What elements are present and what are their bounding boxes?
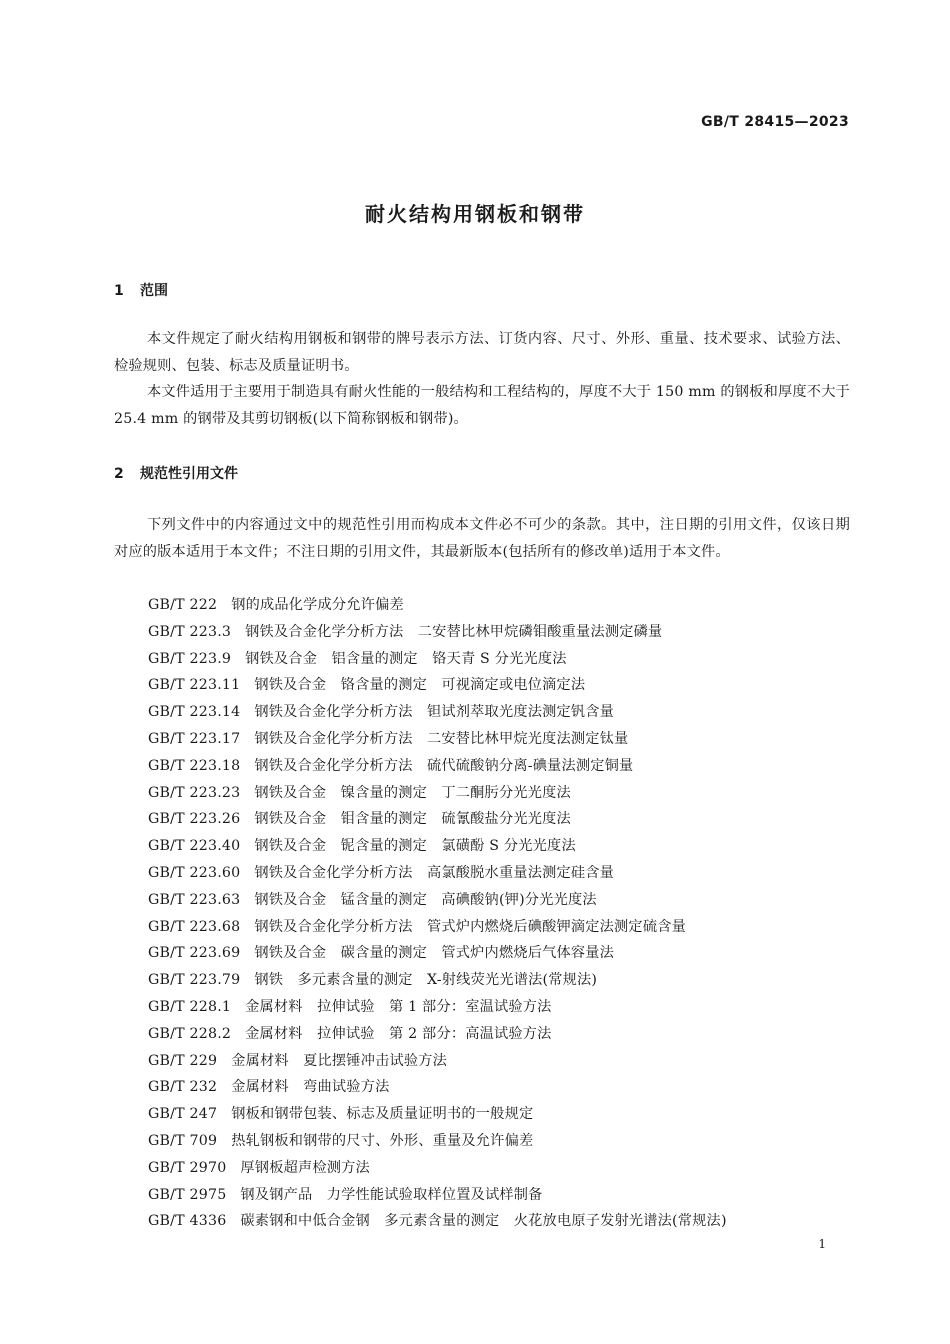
reference-title: 金属材料 夏比摆锤冲击试验方法 [231,1052,448,1069]
reference-title: 金属材料 拉伸试验 第 1 部分：室温试验方法 [245,998,552,1015]
reference-title: 钢铁及合金 铝含量的测定 铬天青 S 分光光度法 [245,650,567,667]
reference-title: 厚钢板超声检测方法 [240,1159,370,1176]
reference-title: 钢铁及合金化学分析方法 钽试剂萃取光度法测定钒含量 [254,704,615,721]
reference-item [148,887,727,914]
reference-item [148,914,727,941]
reference-title: 钢铁 多元素含量的测定 X-射线荧光光谱法(常规法) [254,972,598,989]
reference-code: GB/T 223.60 [148,864,241,881]
reference-code: GB/T 223.40 [148,838,241,855]
reference-title: 金属材料 弯曲试验方法 [231,1079,390,1096]
reference-title: 钢铁及合金 碳含量的测定 管式炉内燃烧后气体容量法 [254,945,615,962]
reference-code: GB/T 2975 [148,1186,227,1203]
reference-title: 钢铁及合金化学分析方法 管式炉内燃烧后碘酸钾滴定法测定硫含量 [254,918,686,935]
reference-code: GB/T 2970 [148,1159,227,1176]
reference-title: 钢铁及合金化学分析方法 硫代硫酸钠分离-碘量法测定铜量 [254,757,634,774]
references-intro: 下列文件中的内容通过文中的规范性引用而构成本文件必不可少的条款。其中，注日期的引用文件，仅该日期对应的版本适用于本文件；不注日期的引用文件，其最新版本(包括所有的修改单)适用于本文件。 [114,517,850,560]
reference-code: GB/T 709 [148,1132,218,1149]
reference-item [148,753,727,780]
reference-title: 热轧钢板和钢带的尺寸、外形、重量及允许偏差 [231,1132,534,1149]
reference-item [148,1128,727,1155]
reference-code: GB/T 4336 [148,1213,227,1230]
reference-code: GB/T 223.3 [148,623,232,640]
scope-paragraph-1: 本文件规定了耐火结构用钢板和钢带的牌号表示方法、订货内容、尺寸、外形、重量、技术要求、试验方法、检验规则、包装、标志及质量证明书。 [114,331,850,374]
reference-item [148,646,727,673]
reference-item [148,726,727,753]
page-number: 1 [818,1237,826,1251]
reference-code: GB/T 228.2 [148,1025,232,1042]
reference-item [148,1074,727,1101]
reference-title: 碳素钢和中低合金钢 多元素含量的测定 火花放电原子发射光谱法(常规法) [240,1213,727,1230]
reference-item [148,1048,727,1075]
reference-item [148,592,727,619]
reference-item [148,780,727,807]
reference-code: GB/T 223.18 [148,757,241,774]
reference-item [148,860,727,887]
document-title: 耐火结构用钢板和钢带 [365,202,585,226]
section-title: 规范性引用文件 [140,466,238,482]
standard-number: GB/T 28415—2023 [701,114,849,130]
reference-code: GB/T 232 [148,1079,218,1096]
reference-code: GB/T 247 [148,1106,218,1123]
reference-code: GB/T 223.23 [148,784,241,801]
section-title: 范围 [140,283,168,299]
reference-item [148,806,727,833]
reference-item [148,940,727,967]
scope-paragraph-2: 本文件适用于主要用于制造具有耐火性能的一般结构和工程结构的，厚度不大于 150 mm 的钢板和厚度不大于 25.4 mm 的钢带及其剪切钢板(以下简称钢板和钢带)。 [114,384,850,427]
reference-code: GB/T 223.26 [148,811,241,828]
reference-item [148,833,727,860]
reference-title: 钢铁及合金 钼含量的测定 硫氰酸盐分光光度法 [254,811,571,828]
reference-title: 钢铁及合金化学分析方法 二安替比林甲烷磷钼酸重量法测定磷量 [245,623,663,640]
reference-title: 钢铁及合金 镍含量的测定 丁二酮肟分光光度法 [254,784,571,801]
reference-item [148,1155,727,1182]
reference-item [148,967,727,994]
reference-code: GB/T 223.69 [148,945,241,962]
reference-item [148,699,727,726]
reference-item [148,1021,727,1048]
reference-code: GB/T 222 [148,597,218,613]
reference-code: GB/T 229 [148,1052,218,1069]
reference-title: 钢铁及合金 铌含量的测定 氯磺酚 S 分光光度法 [254,838,576,855]
reference-code: GB/T 223.14 [148,704,241,721]
reference-item [148,1101,727,1128]
reference-title: 钢及钢产品 力学性能试验取样位置及试样制备 [240,1186,543,1203]
reference-item [148,994,727,1021]
reference-item [148,672,727,699]
reference-title: 金属材料 拉伸试验 第 2 部分：高温试验方法 [245,1025,552,1042]
reference-title: 钢铁及合金化学分析方法 高氯酸脱水重量法测定硅含量 [254,864,615,881]
reference-code: GB/T 228.1 [148,998,232,1015]
reference-title: 钢板和钢带包装、标志及质量证明书的一般规定 [231,1106,534,1123]
section-1-heading [114,280,168,300]
reference-item [148,1208,727,1235]
section-number: 1 [114,283,124,299]
reference-title: 钢铁及合金 铬含量的测定 可视滴定或电位滴定法 [254,677,586,694]
reference-item [148,619,727,646]
section-number: 2 [114,466,124,482]
reference-code: GB/T 223.11 [148,677,241,694]
reference-code: GB/T 223.68 [148,918,241,935]
reference-code: GB/T 223.17 [148,730,241,747]
reference-title: 钢的成品化学成分允许偏差 [231,597,404,613]
reference-item [148,1182,727,1209]
section-2-heading [114,463,238,483]
reference-code: GB/T 223.63 [148,891,241,908]
reference-code: GB/T 223.9 [148,650,232,667]
reference-title: 钢铁及合金化学分析方法 二安替比林甲烷光度法测定钛量 [254,730,629,747]
reference-list [148,592,727,1235]
reference-code: GB/T 223.79 [148,972,241,989]
reference-title: 钢铁及合金 锰含量的测定 高碘酸钠(钾)分光光度法 [254,891,597,908]
